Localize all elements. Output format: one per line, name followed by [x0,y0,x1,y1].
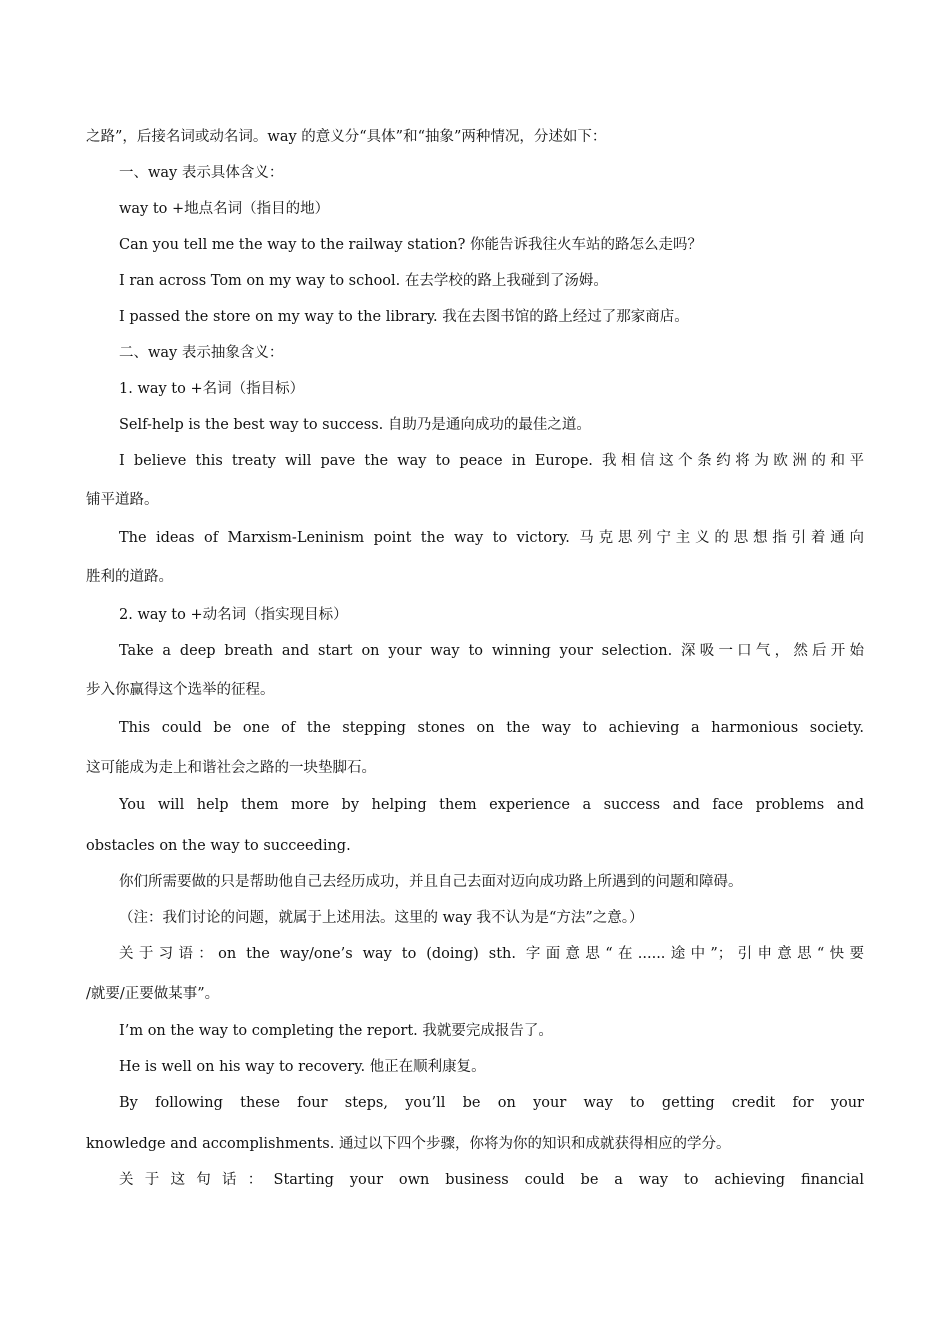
subheading-place-noun: way to +地点名词（指目的地） [119,201,330,217]
example-sentence: Self-help is the best way to success. 自助乃是通向成功的最佳之道。 [119,417,591,433]
note: （注：我们讨论的问题，就属于上述用法。这里的 way 我不认为是“方法”之意。） [119,910,644,926]
example-sentence: The ideas of Marxism-Leninism point the way to victory. 马克思列宁主义的思想指引着通向 [119,530,864,546]
section-heading-concrete: 一、way 表示具体含义： [119,165,284,181]
example-sentence-continuation: 铺平道路。 [86,492,159,508]
section-heading-abstract: 二、way 表示抽象含义： [119,345,284,361]
example-sentence: By following these four steps, you’ll be on your way to getting credit for your [119,1095,864,1111]
example-sentence: Take a deep breath and start on your way to winning your selection. 深吸一口气，然后开始 [119,643,864,659]
example-translation: 你们所需要做的只是帮助他自己去经历成功，并且自己去面对迈向成功路上所遇到的问题和障碍。 [119,874,743,890]
example-sentence-continuation: 步入你赢得这个选举的征程。 [86,682,275,698]
commentary-sentence: 关于这句话：Starting your own business could be a way to achieving financial [119,1172,864,1188]
example-sentence: I’m on the way to completing the report. 我就要完成报告了。 [119,1023,553,1039]
paragraph-continuation: 之路”，后接名词或动名词。way 的意义分“具体”和“抽象”两种情况，分述如下： [86,129,607,145]
idiom-explanation: 关于习语：on the way/one’s way to (doing) sth. 字面意思“在......途中”；引申意思“快要 [119,946,864,962]
example-sentence-continuation: 胜利的道路。 [86,569,173,585]
example-sentence: He is well on his way to recovery. 他正在顺利康复。 [119,1059,486,1075]
example-sentence: I believe this treaty will pave the way to peace in Europe. 我相信这个条约将为欧洲的和平 [119,453,864,469]
example-sentence: This could be one of the stepping stones on the way to achieving a harmonious society. [119,720,864,736]
idiom-explanation-continuation: /就要/正要做某事”。 [86,986,220,1002]
example-sentence: You will help them more by helping them experience a success and face problems and [119,797,864,813]
example-sentence: Can you tell me the way to the railway station? 你能告诉我往火车站的路怎么走吗？ [119,237,703,253]
example-sentence-continuation: knowledge and accomplishments. 通过以下四个步骤，你将为你的知识和成就获得相应的学分。 [86,1136,731,1152]
subheading-gerund: 2. way to +动名词（指实现目标） [119,607,348,623]
example-sentence-continuation: obstacles on the way to succeeding. [86,838,351,854]
example-sentence: I passed the store on my way to the library. 我在去图书馆的路上经过了那家商店。 [119,309,689,325]
example-sentence: I ran across Tom on my way to school. 在去学校的路上我碰到了汤姆。 [119,273,608,289]
subheading-noun: 1. way to +名词（指目标） [119,381,305,397]
example-sentence-continuation: 这可能成为走上和谐社会之路的一块垫脚石。 [86,760,376,776]
